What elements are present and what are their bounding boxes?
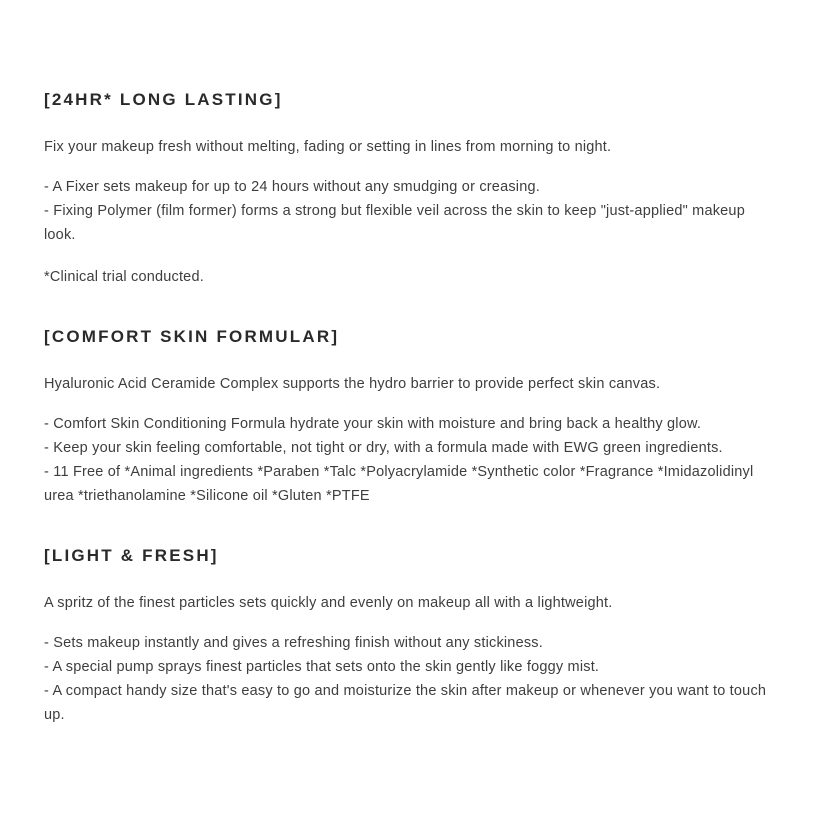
bullet-line: - A special pump sprays finest particles that sets onto the skin gently like foggy mist.	[44, 659, 600, 675]
section-heading: [COMFORT SKIN FORMULAR]	[44, 327, 340, 346]
section-intro: A spritz of the finest particles sets quickly and evenly on makeup all with a lightweight.	[44, 595, 613, 611]
bullet-group	[44, 631, 771, 727]
section-intro: Hyaluronic Acid Ceramide Complex supports the hydro barrier to provide perfect skin canvas.	[44, 376, 661, 392]
section-intro: Fix your makeup fresh without melting, fading or setting in lines from morning to night.	[44, 139, 612, 155]
bullet-line: - Sets makeup instantly and gives a refreshing finish without any stickiness.	[44, 635, 543, 651]
footnote: *Clinical trial conducted.	[44, 269, 204, 285]
bullet-line: - Comfort Skin Conditioning Formula hydrate your skin with moisture and bring back a healthy glow.	[44, 416, 702, 432]
section-heading: [24HR* LONG LASTING]	[44, 90, 283, 109]
section-long-lasting	[44, 90, 771, 289]
section-light-fresh	[44, 546, 771, 727]
section-comfort-skin	[44, 327, 771, 508]
bullet-group	[44, 412, 771, 508]
bullet-group	[44, 175, 771, 247]
bullet-line: - Keep your skin feeling comfortable, not tight or dry, with a formula made with EWG green ingredients.	[44, 440, 723, 456]
bullet-line: - A compact handy size that's easy to go and moisturize the skin after makeup or whenever you want to touch up.	[44, 683, 767, 723]
section-heading: [LIGHT & FRESH]	[44, 546, 219, 565]
bullet-line: - Fixing Polymer (film former) forms a strong but flexible veil across the skin to keep "just-applied" makeup look.	[44, 203, 745, 243]
bullet-line: - 11 Free of *Animal ingredients *Paraben *Talc *Polyacrylamide *Synthetic color *Fragrance *Imidazolidinyl urea *triethanolamine *Silicone oil *Gluten *PTFE	[44, 464, 754, 504]
bullet-line: - A Fixer sets makeup for up to 24 hours without any smudging or creasing.	[44, 179, 540, 195]
